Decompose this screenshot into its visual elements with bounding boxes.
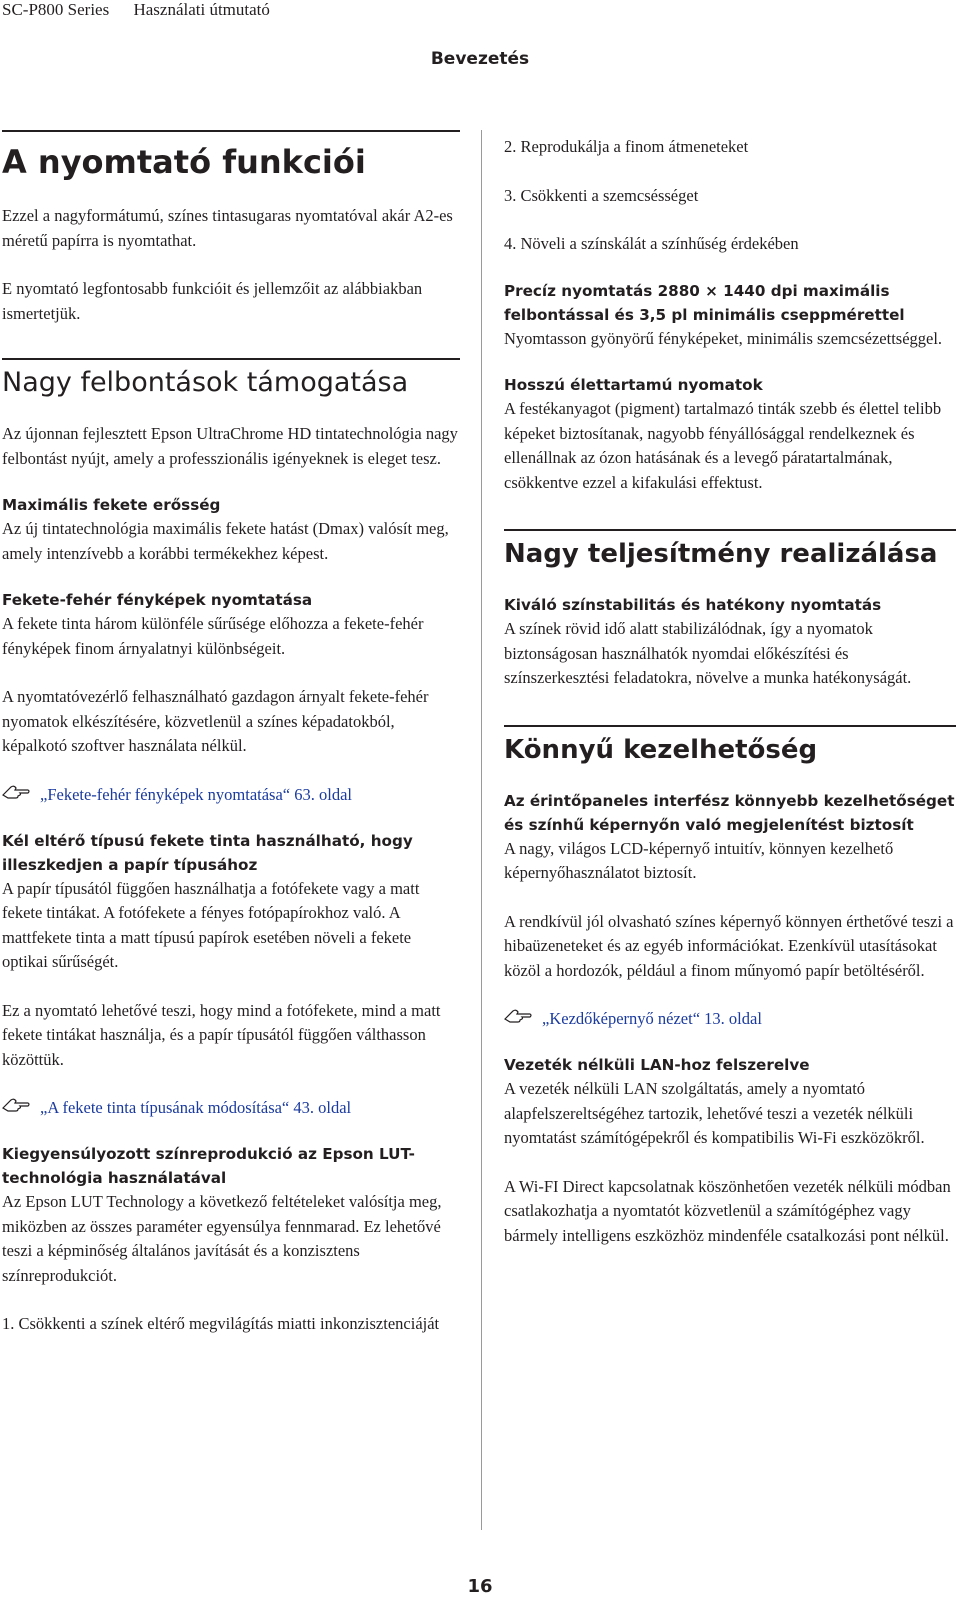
black-ink-reference-link[interactable] <box>2 1096 460 1120</box>
lut-list-item-4: 4. Növeli a színskálát a színhűség érdekében <box>504 234 799 253</box>
stability-heading: Kiváló színstabilitás és hatékony nyomtatás <box>504 596 882 614</box>
touch-panel-heading: Az érintőpaneles interfész könnyebb kezelhetőséget és színhű képernyőn való megjelenítést biztosít <box>504 791 955 834</box>
pointing-hand-icon <box>2 783 32 807</box>
two-black-heading: Kél eltérő típusú fekete tinta használható, hogy illeszkedjen a papír típusához <box>2 831 413 874</box>
intro-paragraph-2: E nyomtató legfontosabb funkcióit és jellemzőit az alábbiakban ismertetjük. <box>2 279 423 323</box>
pointing-hand-icon <box>504 1007 534 1031</box>
bw-heading: Fekete-fehér fényképek nyomtatása <box>2 591 313 609</box>
section-rule <box>504 529 956 531</box>
wifi-heading: Vezeték nélküli LAN-hoz felszerelve <box>504 1056 810 1074</box>
longlife-paragraph: A festékanyagot (pigment) tartalmazó tinták szebb és élettel telibb képeket biztosítanak, nagyobb fényállósággal rendelkeznek és ellenállnak az ózon hatásának és a levegő páratartalmának, csökkentve ezzel a kifakulási effektust. <box>504 399 942 492</box>
section-heading-high-res: Nagy felbontások támogatása <box>2 367 409 398</box>
right-column <box>504 130 956 1248</box>
touch-panel-paragraph-2: A rendkívül jól olvasható színes képernyő könnyen érthetővé teszi a hibaüzeneteket és az egyéb információkat. Ezenkívül utasításokat közöl a hordozók, például a finom műnyomó papír betöltéséről. <box>504 911 954 980</box>
section-rule <box>504 725 956 727</box>
product-name: SC-P800 Series <box>2 0 110 19</box>
home-screen-reference-link[interactable] <box>504 1007 956 1031</box>
high-res-paragraph: Az újonnan fejlesztett Epson UltraChrome HD tintatechnológia nagy felbontást nyújt, amely a professzionális igényeknek is eleget tesz. <box>2 424 458 468</box>
home-screen-link-text[interactable]: „Kezdőképernyő nézet“ 13. oldal <box>542 1009 762 1028</box>
wifi-paragraph-1: A vezeték nélküli LAN szolgáltatás, amely a nyomtató alapfelszereltségéhez tartozik, lehetővé teszi a vezeték nélküli nyomtatást számítógépekről és kompatibilis Wi-Fi eszközökről. <box>504 1079 925 1147</box>
page-title: A nyomtató funkciói <box>2 143 366 181</box>
max-black-heading: Maximális fekete erősség <box>2 496 221 514</box>
running-header <box>2 0 290 20</box>
touch-panel-paragraph-1: A nagy, világos LCD-képernyő intuitív, könnyen kezelhető képernyőhasználatot biztosít. <box>504 838 894 882</box>
section-title: Bevezetés <box>430 49 530 69</box>
black-ink-link-text[interactable]: „A fekete tinta típusának módosítása“ 43. oldal <box>40 1098 352 1117</box>
manual-name: Használati útmutató <box>133 0 270 19</box>
column-divider <box>481 130 482 1530</box>
intro-paragraph-1: Ezzel a nagyformátumú, színes tintasugaras nyomtatóval akár A2-es méretű papírra is nyomtathat. <box>2 206 453 250</box>
wifi-paragraph-2: A Wi-FI Direct kapcsolatnak köszönhetően vezeték nélküli módban csatlakozhatja a nyomtatót közvetlenül a számítógéphez vagy bármely intelligens eszközhöz mindenféle csatalkozási pont nélkül. <box>504 1176 951 1245</box>
stability-paragraph: A színek rövid idő alatt stabilizálódnak, így a nyomatok biztonságosan használhatók nyomdai előkészítési és színszerkesztési feladatokra, növelve a munka hatékonyságát. <box>504 619 912 687</box>
page-number: 16 <box>467 1576 493 1597</box>
two-black-paragraph-2: Ez a nyomtató lehetővé teszi, hogy mind a fotófekete, mind a matt fekete tintákat használja, és a papír típusától függően válthasson közöttük. <box>2 1000 441 1069</box>
pointing-hand-icon <box>2 1096 32 1120</box>
bw-link-text[interactable]: „Fekete-fehér fényképek nyomtatása“ 63. oldal <box>40 784 352 804</box>
precise-heading: Precíz nyomtatás 2880 × 1440 dpi maximális felbontással és 3,5 pl minimális cseppmérettel <box>504 281 905 324</box>
lut-list-item-1: 1. Csökkenti a színek eltérő megvilágítás miatti inkonzisztenciáját <box>2 1314 440 1333</box>
title-rule <box>2 130 460 132</box>
section-heading-performance: Nagy teljesítmény realizálása <box>504 539 938 569</box>
two-black-paragraph-1: A papír típusától függően használhatja a fotófekete vagy a matt fekete tintákat. A fotófekete a fényes fotópapírokhoz való. A mattfekete tinta a matt típusú papírok esetében növeli a fekete optikai sűrűségét. <box>2 878 420 971</box>
section-heading-usability: Könnyű kezelhetőség <box>504 734 818 765</box>
lut-list-item-2: 2. Reprodukálja a finom átmeneteket <box>504 137 749 156</box>
section-rule <box>2 358 460 360</box>
left-column <box>2 130 460 1337</box>
max-black-paragraph: Az új tintatechnológia maximális fekete hatást (Dmax) valósít meg, amely intenzívebb a korábbi termékekhez képest. <box>2 519 449 563</box>
lut-heading: Kiegyensúlyozott színreprodukció az Epson LUT-technológia használatával <box>2 1145 415 1187</box>
bw-paragraph-1: A fekete tinta három különféle sűrűsége előhozza a fekete-fehér fényképek finom árnyalatnyi különbségeit. <box>2 614 424 658</box>
lut-paragraph: Az Epson LUT Technology a következő feltételeket valósítja meg, miközben az összes paraméter egyensúlya fennmarad. Ez lehetővé teszi a képminőség általános javítását és a konzisztens színreprodukciót. <box>2 1192 442 1285</box>
bw-paragraph-2: A nyomtatóvezérlő felhasználható gazdagon árnyalt fekete-fehér nyomatok elkészítésére, közvetlenül a színes képadatokból, képalkotó szoftver használata nélkül. <box>2 687 429 755</box>
bw-reference-link[interactable] <box>2 783 460 807</box>
longlife-heading: Hosszú élettartamú nyomatok <box>504 376 763 394</box>
precise-paragraph: Nyomtasson gyönyörű fényképeket, minimális szemcsézettséggel. <box>504 328 943 348</box>
lut-list-item-3: 3. Csökkenti a szemcsésséget <box>504 185 699 205</box>
